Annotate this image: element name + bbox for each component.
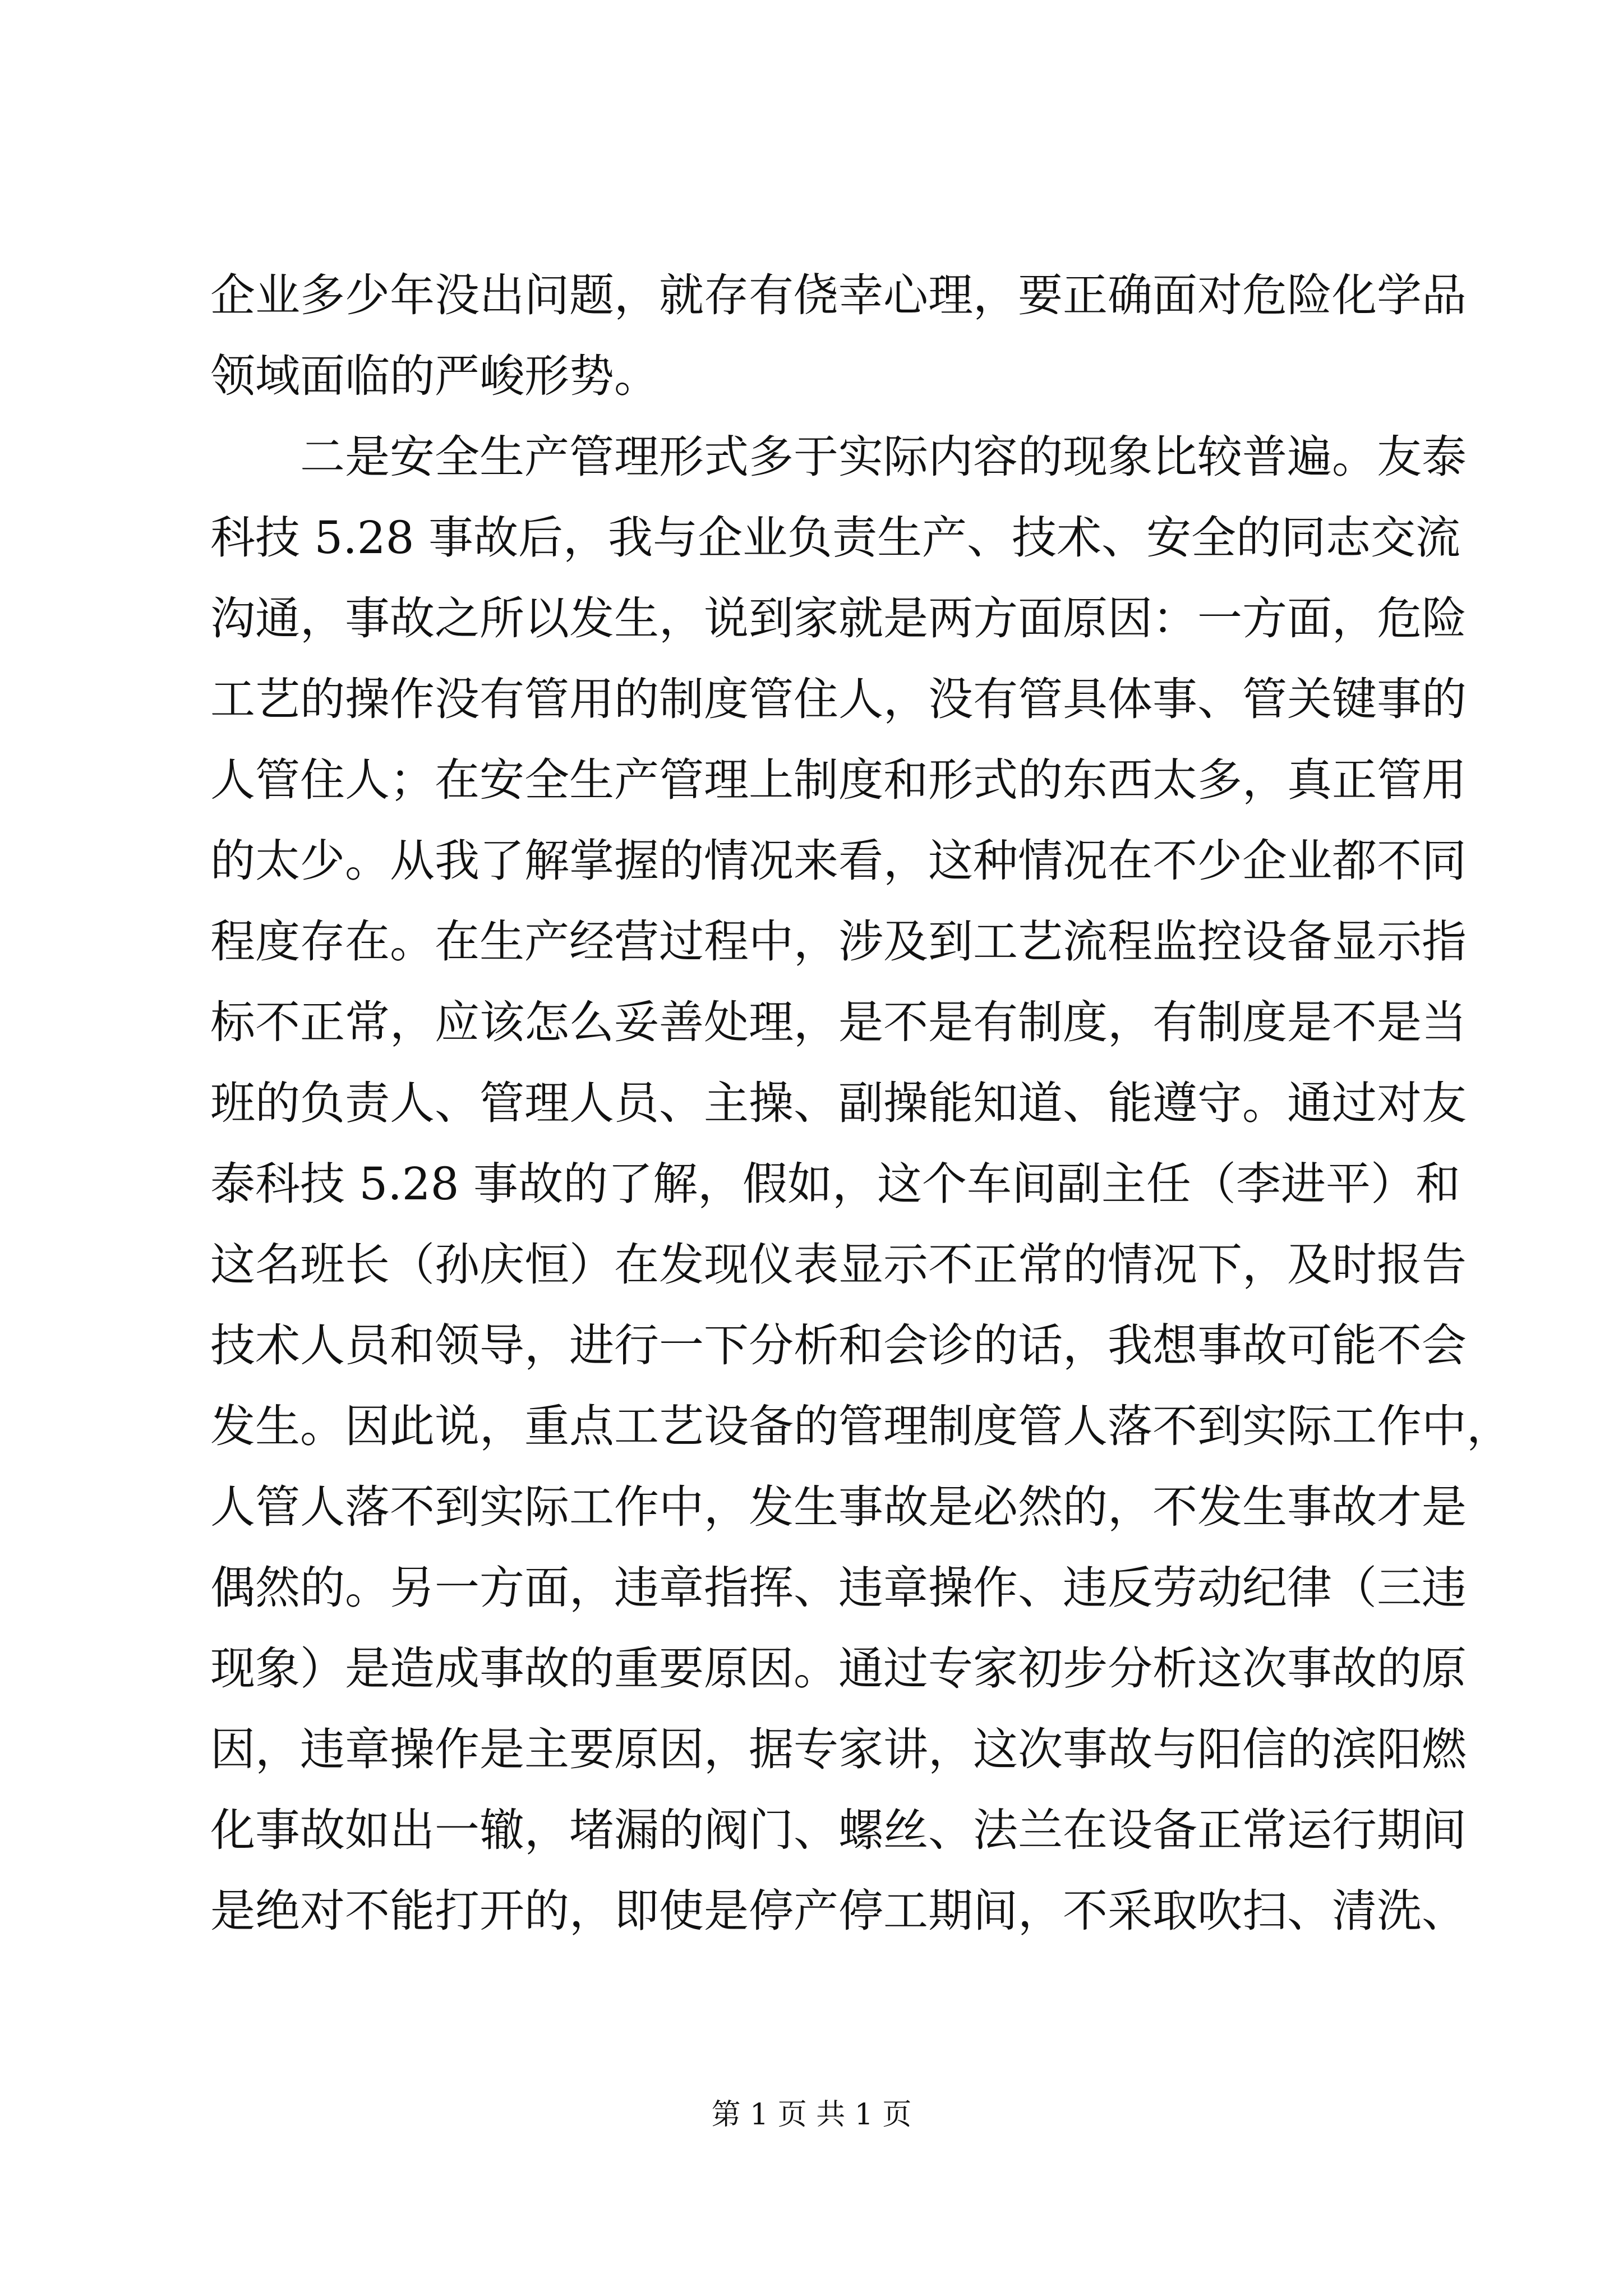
text-line: 化事故如出一辙，堵漏的阀门、螺丝、法兰在设备正常运行期间 xyxy=(210,1804,1467,1856)
text-line: 人管住人；在安全生产管理上制度和形式的东西太多，真正管用 xyxy=(210,754,1467,806)
text-line: 技术人员和领导，进行一下分析和会诊的话，我想事故可能不会 xyxy=(210,1319,1467,1372)
text-line: 程度存在。在生产经营过程中，涉及到工艺流程监控设备显示指 xyxy=(210,915,1467,968)
page-number-footer: 第 1 页 共 1 页 xyxy=(711,2098,912,2132)
body-text xyxy=(210,255,1511,1952)
text-line: 企业多少年没出问题，就存有侥幸心理，要正确面对危险化学品 xyxy=(210,269,1467,321)
text-line: 班的负责人、管理人员、主操、副操能知道、能遵守。通过对友 xyxy=(210,1077,1467,1129)
text-line: 标不正常，应该怎么妥善处理，是不是有制度，有制度是不是当 xyxy=(210,996,1467,1048)
text-line: 现象）是造成事故的重要原因。通过专家初步分析这次事故的原 xyxy=(210,1642,1467,1695)
text-line: 这名班长（孙庆恒）在发现仪表显示不正常的情况下，及时报告 xyxy=(210,1239,1467,1291)
text-line: 沟通，事故之所以发生，说到家就是两方面原因：一方面，危险 xyxy=(210,592,1467,645)
text-line: 泰科技 5.28 事故的了解，假如，这个车间副主任（李进平）和 xyxy=(210,1158,1460,1210)
text-line: 的太少。从我了解掌握的情况来看，这种情况在不少企业都不同 xyxy=(210,835,1467,887)
text-line: 发生。因此说，重点工艺设备的管理制度管人落不到实际工作中， xyxy=(210,1400,1511,1452)
text-line: 人管人落不到实际工作中，发生事故是必然的，不发生事故才是 xyxy=(210,1481,1467,1533)
text-line: 二是安全生产管理形式多于实际内容的现象比较普遍。友泰 xyxy=(300,431,1467,483)
text-line: 因，违章操作是主要原因，据专家讲，这次事故与阳信的滨阳燃 xyxy=(210,1723,1467,1775)
text-line: 是绝对不能打开的，即使是停产停工期间，不采取吹扫、清洗、 xyxy=(210,1885,1467,1937)
text-line: 工艺的操作没有管用的制度管住人，没有管具体事、管关键事的 xyxy=(210,673,1467,725)
text-line: 领域面临的严峻形势。 xyxy=(210,350,659,402)
text-line: 偶然的。另一方面，违章指挥、违章操作、违反劳动纪律（三违 xyxy=(210,1562,1467,1614)
text-line: 科技 5.28 事故后，我与企业负责生产、技术、安全的同志交流 xyxy=(210,512,1460,564)
